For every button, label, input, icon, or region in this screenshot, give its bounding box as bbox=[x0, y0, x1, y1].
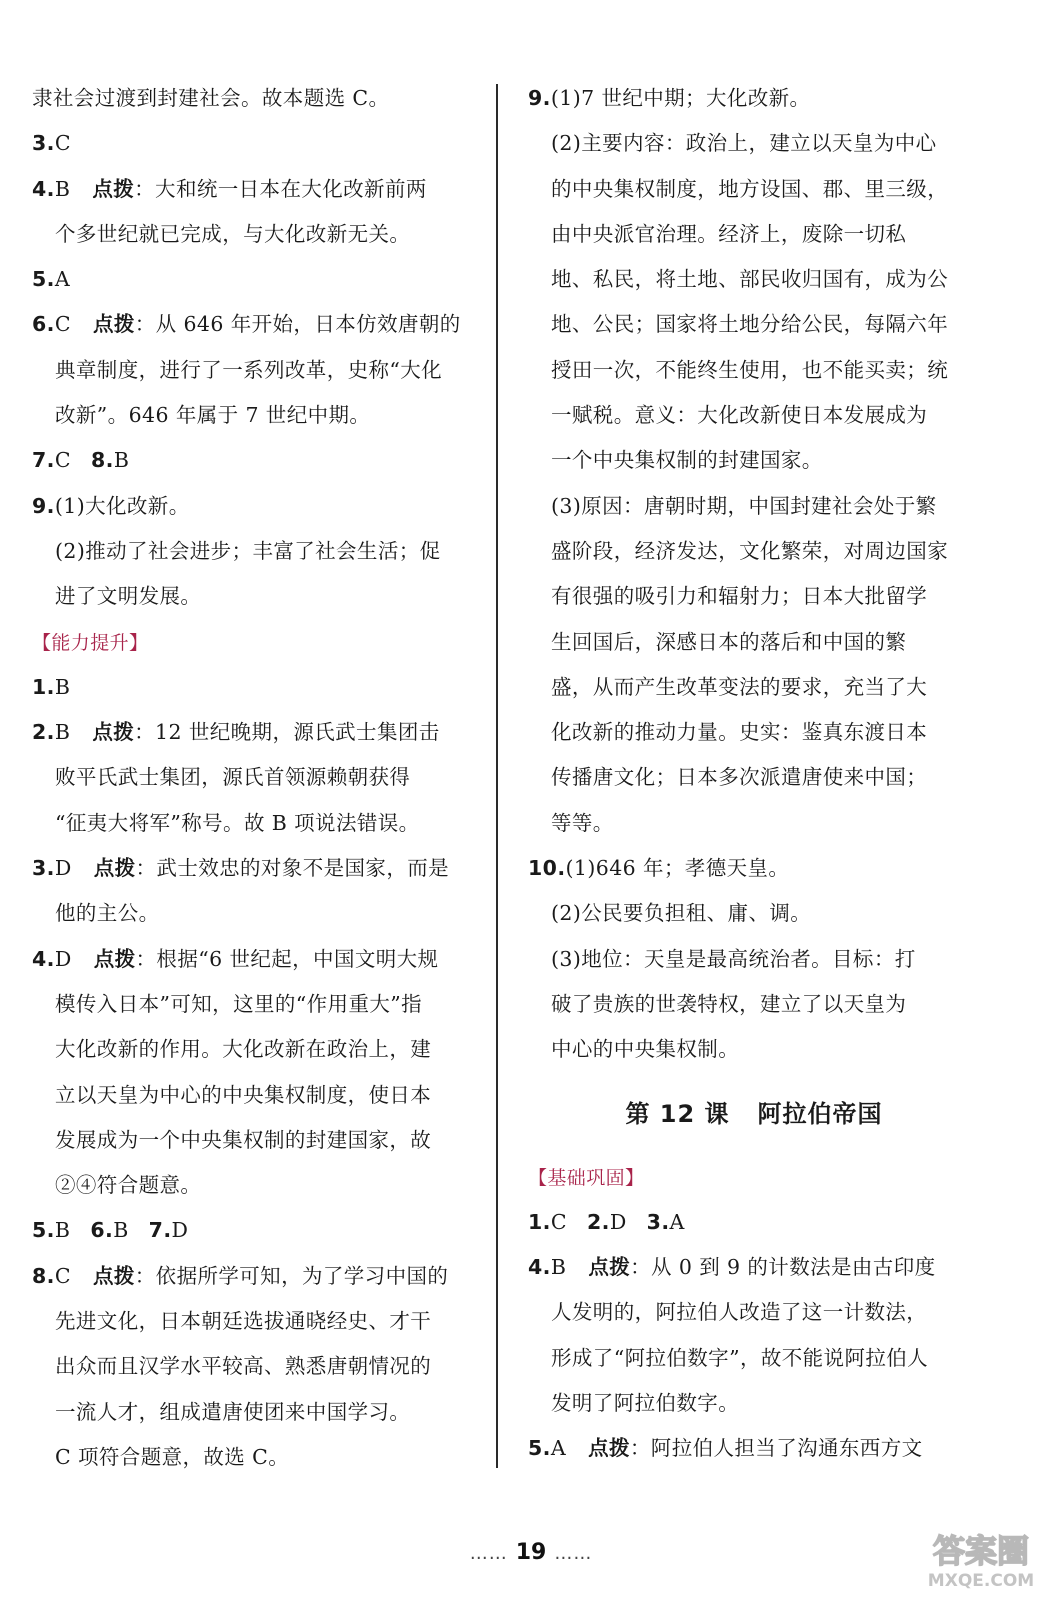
section-heading-ability: 【能力提升】 bbox=[32, 631, 149, 654]
text-line: 生回国后，深感日本的落后和中国的繁 bbox=[551, 629, 907, 654]
watermark-url: MXQE.COM bbox=[927, 1571, 1035, 1590]
text-line: 他的主公。 bbox=[55, 901, 160, 926]
text-line: ②④符合题意。 bbox=[55, 1173, 202, 1198]
basic-answer-5: 5.A 点拨：阿拉伯人担当了沟通东西方文 bbox=[528, 1436, 923, 1461]
text-line: (2)推动了社会进步；丰富了社会生活；促 bbox=[55, 538, 441, 563]
text-line: 的中央集权制度，地方设国、郡、里三级， bbox=[551, 176, 949, 201]
watermark-text: 答案圈 bbox=[932, 1532, 1030, 1570]
ability-answer-3: 3.D 点拨：武士效忠的对象不是国家，而是 bbox=[32, 856, 450, 881]
answer-9: 9.(1)大化改新。 bbox=[32, 493, 190, 518]
lesson-title: 第 12 课 阿拉伯帝国 bbox=[625, 1099, 883, 1128]
text-line: 传播唐文化；日本多次派遣唐使来中国； bbox=[551, 765, 928, 790]
answer-3: 3.C bbox=[32, 131, 71, 156]
text-line: 进了文明发展。 bbox=[55, 584, 202, 609]
text-line: 个多世纪就已完成，与大化改新无关。 bbox=[55, 221, 411, 246]
text-line: 地、公民；国家将土地分给公民，每隔六年 bbox=[551, 312, 949, 337]
text-line: 盛，从而产生改革变法的要求，充当了大 bbox=[551, 674, 928, 699]
text-line: 有很强的吸引力和辐射力；日本大批留学 bbox=[551, 584, 928, 609]
text-line: 破了贵族的世袭特权，建立了以天皇为 bbox=[551, 991, 907, 1016]
basic-answers-1-3: 1.C 2.D 3.A bbox=[528, 1209, 685, 1234]
section-heading-basic: 【基础巩固】 bbox=[528, 1166, 645, 1189]
text-line: 一赋税。意义：大化改新使日本发展成为 bbox=[551, 403, 928, 428]
answer-4: 4.B 点拨：大和统一日本在大化改新前两 bbox=[32, 176, 427, 201]
text-line: (3)地位：天皇是最高统治者。目标：打 bbox=[551, 946, 916, 971]
page-footer: …… 19 …… bbox=[469, 1540, 593, 1565]
text-line: 盛阶段，经济发达，文化繁荣，对周边国家 bbox=[551, 538, 949, 563]
text-line: 一个中央集权制的封建国家。 bbox=[551, 448, 823, 473]
right-column bbox=[528, 76, 980, 1472]
text-line: 败平氏武士集团，源氏首领源赖朝获得 bbox=[55, 765, 411, 790]
text-line: 大化改新的作用。大化改新在政治上，建 bbox=[55, 1037, 432, 1062]
text-line: 授田一次，不能终生使用，也不能买卖；统 bbox=[551, 357, 949, 382]
text-line: 中心的中央集权制。 bbox=[551, 1037, 740, 1062]
text-line: (2)主要内容：政治上，建立以天皇为中心 bbox=[551, 131, 937, 156]
answer-10: 10.(1)646 年；孝德天皇。 bbox=[528, 856, 790, 881]
text-line: (2)公民要负担租、庸、调。 bbox=[551, 901, 812, 926]
text-line: 典章制度，进行了一系列改革，史称“大化 bbox=[55, 357, 443, 382]
text-line: (3)原因：唐朝时期，中国封建社会处于繁 bbox=[551, 493, 937, 518]
text-line: 出众而且汉学水平较高、熟悉唐朝情况的 bbox=[55, 1354, 432, 1379]
page-number: 19 bbox=[515, 1540, 547, 1565]
text-line: 等等。 bbox=[551, 810, 614, 835]
text-line: 发展成为一个中央集权制的封建国家，故 bbox=[55, 1127, 432, 1152]
left-column bbox=[32, 76, 484, 1480]
answer-6: 6.C 点拨：从 646 年开始，日本仿效唐朝的 bbox=[32, 312, 461, 337]
text-line: 一流人才，组成遣唐使团来中国学习。 bbox=[55, 1399, 411, 1424]
ability-answer-4: 4.D 点拨：根据“6 世纪起，中国文明大规 bbox=[32, 946, 439, 971]
text-line: 人发明的，阿拉伯人改造了这一计数法， bbox=[551, 1300, 928, 1325]
ability-answer-5-7: 5.B 6.B 7.D bbox=[32, 1218, 189, 1243]
text-line: “征夷大将军”称号。故 B 项说法错误。 bbox=[55, 810, 420, 835]
text-line: 模传入日本”可知，这里的“作用重大”指 bbox=[55, 991, 423, 1016]
watermark-logo bbox=[912, 1526, 1050, 1590]
text-line: 隶社会过渡到封建社会。故本题选 C。 bbox=[32, 86, 390, 110]
text-line: 由中央派官治理。经济上，废除一切私 bbox=[551, 221, 907, 246]
text-line: 化改新的推动力量。史实：鉴真东渡日本 bbox=[551, 720, 928, 745]
basic-answer-4: 4.B 点拨：从 0 到 9 的计数法是由古印度 bbox=[528, 1255, 936, 1280]
text-line: 改新”。646 年属于 7 世纪中期。 bbox=[55, 403, 371, 428]
text-line: C 项符合题意，故选 C。 bbox=[55, 1444, 290, 1469]
column-divider bbox=[496, 84, 498, 1468]
ability-answer-1: 1.B bbox=[32, 674, 71, 699]
answer-5: 5.A bbox=[32, 267, 71, 292]
text-line: 立以天皇为中心的中央集权制度，使日本 bbox=[55, 1082, 432, 1107]
answer-7-8: 7.C 8.B bbox=[32, 448, 130, 473]
text-line: 先进文化，日本朝廷选拔通晓经史、才干 bbox=[55, 1309, 432, 1334]
text-line: 形成了“阿拉伯数字”，故不能说阿拉伯人 bbox=[551, 1345, 929, 1370]
ability-answer-2: 2.B 点拨：12 世纪晚期，源氏武士集团击 bbox=[32, 720, 440, 745]
text-line: 发明了阿拉伯数字。 bbox=[551, 1391, 740, 1416]
text-line: 地、私民，将土地、部民收归国有，成为公 bbox=[551, 267, 949, 292]
ability-answer-8: 8.C 点拨：依据所学可知，为了学习中国的 bbox=[32, 1263, 449, 1288]
answer-9-right: 9.(1)7 世纪中期；大化改新。 bbox=[528, 86, 811, 110]
